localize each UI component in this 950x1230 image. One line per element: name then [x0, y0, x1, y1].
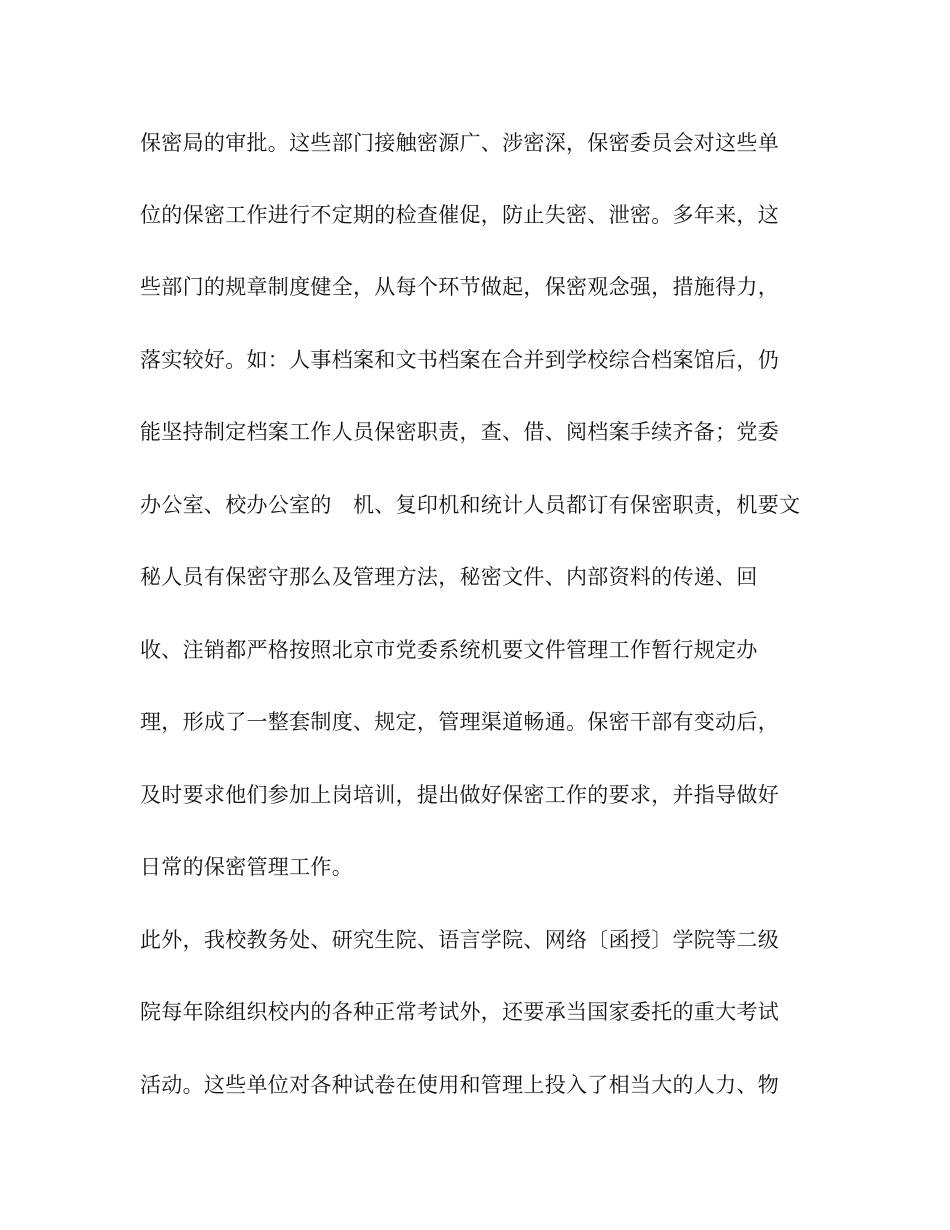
paragraph-line: 些部门的规章制度健全，从每个环节做起，保密观念强，措施得力， [140, 275, 779, 299]
paragraph-line: 秘人员有保密守那么及管理方法，秘密文件、内部资料的传递、回 [140, 565, 758, 589]
paragraph-line: 能坚持制定档案工作人员保密职责，查、借、阅档案手续齐备；党委 [140, 420, 779, 444]
paragraph-line: 活动。这些单位对各种试卷在使用和管理上投入了相当大的人力、物 [140, 1073, 779, 1097]
paragraph-line: 理，形成了一整套制度、规定，管理渠道畅通。保密干部有变动后， [140, 710, 779, 734]
paragraph-line: 院每年除组织校内的各种正常考试外，还要承当国家委托的重大考试 [140, 1000, 779, 1024]
paragraph-line: 办公室、校办公室的 机、复印机和统计人员都订有保密职责，机要文 [140, 493, 801, 517]
paragraph-line: 保密局的审批。这些部门接触密源广、涉密深，保密委员会对这些单 [140, 131, 779, 155]
paragraph-line: 收、注销都严格按照北京市党委系统机要文件管理工作暂行规定办 [140, 638, 758, 662]
paragraph-line: 落实较好。如：人事档案和文书档案在合并到学校综合档案馆后，仍 [140, 348, 779, 372]
paragraph-line: 此外，我校教务处、研究生院、语言学院、网络〔函授〕学院等二级 [140, 928, 779, 952]
paragraph-line: 位的保密工作进行不定期的检查催促，防止失密、泄密。多年来，这 [140, 203, 779, 227]
paragraph-line: 及时要求他们参加上岗培训，提出做好保密工作的要求，并指导做好 [140, 783, 779, 807]
paragraph-line: 日常的保密管理工作。 [140, 855, 353, 879]
